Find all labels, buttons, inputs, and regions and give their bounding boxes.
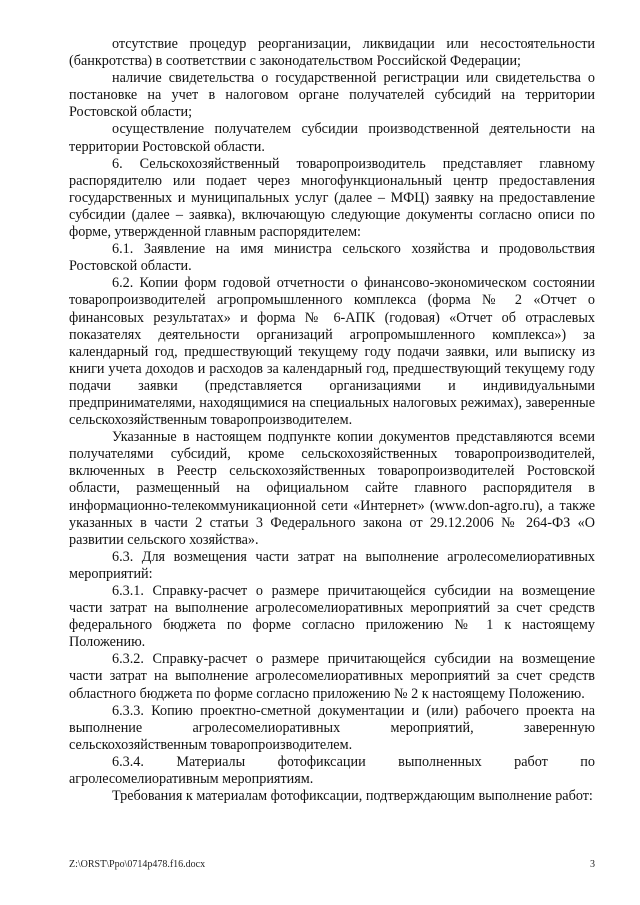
document-body <box>69 36 595 805</box>
paragraph-registration-certificate: наличие свидетельства о государственной регистрации или свидетельства о постановке на учет в налоговом органе получателей субсидий на территории Ростовской области; <box>69 70 595 121</box>
paragraph-production-activity: осуществление получателем субсидии производственной деятельности на территории Ростовской области. <box>69 121 595 155</box>
paragraph-item-6-3: 6.3. Для возмещения части затрат на выполнение агролесомелиоративных мероприятий: <box>69 548 595 582</box>
paragraph-photo-requirements: Требования к материалам фотофиксации, подтверждающим выполнение работ: <box>112 788 593 805</box>
paragraph-no-reorganization: отсутствие процедур реорганизации, ликвидации или несостоятельности (банкротства) в соответствии с законодательством Российской Федерации; <box>69 36 595 70</box>
page-number: 3 <box>590 859 595 870</box>
footer-file-path: Z:\ORST\Ppo\0714p478.f16.docx <box>69 859 206 870</box>
paragraph-item-6-3-4: 6.3.4. Материалы фотофиксации выполненных работ по агролесомелиоративным мероприятиям. <box>69 753 595 788</box>
paragraph-item-6-2: 6.2. Копии форм годовой отчетности о финансово-экономическом состоянии товаропроизводителей агропромышленного комплекса (форма № 2 «Отчет о финансовых результатах» и форма № 6-АПК (годовая) «Отчет об отраслевых показателях деятельности организаций агропромышленного комплекса») за календарный год, предшествующий текущему году подачи заявки, или выписку из книги учета доходов и расходов за календарный год, предшествующий текущему году подачи заявки (представляется организациями и индивидуальными предпринимателями, находящимися на специальных налоговых режимах), заверенные сельскохозяйственным товаропроизводителем. <box>69 275 595 429</box>
paragraph-item-6-3-2: 6.3.2. Справку-расчет о размере причитающейся субсидии на возмещение части затрат на выполнение агролесомелиоративных мероприятий за счет средств областного бюджета по форме согласно приложению № 2 к настоящему Положению. <box>69 651 595 702</box>
paragraph-item-6-2-note: Указанные в настоящем подпункте копии документов представляются всеми получателями субсидий, кроме сельскохозяйственных товаропроизводителей, включенных в Реестр сельскохозяйственных товаропроизводителей Ростовской области, размещенный на официальном сайте главного распорядителя в информационно-телекоммуникационной сети «Интернет» (www.don-agro.ru), а также указанных в части 2 статьи 3 Федерального закона от 29.12.2006 № 264-ФЗ «О развитии сельского хозяйства». <box>69 429 595 548</box>
paragraph-item-6-3-3: 6.3.3. Копию проектно-сметной документации и (или) рабочего проекта на выполнение агролесомелиоративных мероприятий, заверенную сельскохозяйственным товаропроизводителем. <box>69 702 595 753</box>
paragraph-item-6: 6. Сельскохозяйственный товаропроизводитель представляет главному распорядителю или подает через многофункциональный центр предоставления государственных и муниципальных услуг (далее – МФЦ) заявку на предоставление субсидии (далее – заявка), включающую следующие документы согласно описи по форме, утвержденной главным распорядителем: <box>69 155 595 241</box>
paragraph-item-6-1: 6.1. Заявление на имя министра сельского хозяйства и продовольствия Ростовской области. <box>69 241 595 275</box>
paragraph-item-6-3-1: 6.3.1. Справку-расчет о размере причитающейся субсидии на возмещение части затрат на выполнение агролесомелиоративных мероприятий за счет средств федерального бюджета по форме согласно приложению № 1 к настоящему Положению. <box>69 583 595 651</box>
